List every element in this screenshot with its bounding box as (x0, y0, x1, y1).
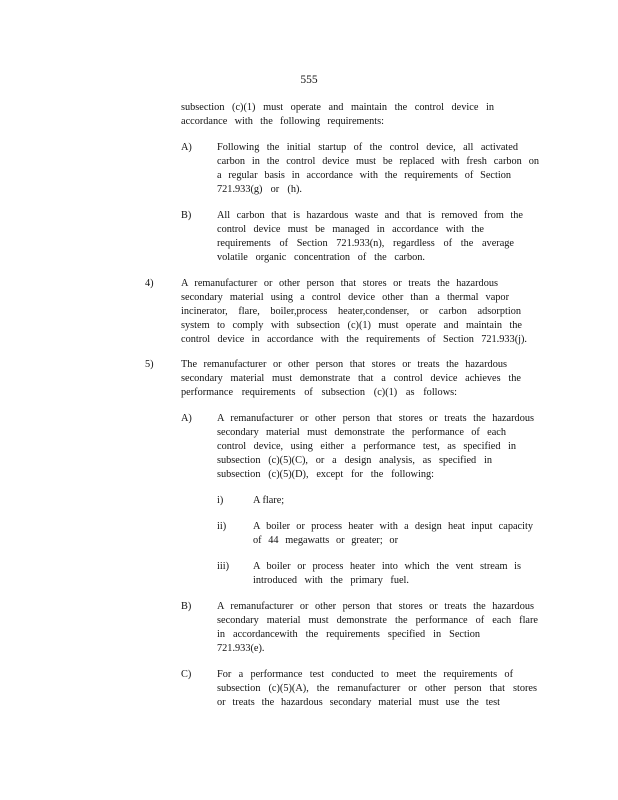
item-label-b: B) (181, 210, 192, 221)
text-line: introduced with the primary fuel. (253, 575, 409, 586)
item-label-i: i) (217, 495, 224, 506)
item-iii-text (253, 560, 521, 588)
text-line: A remanufacturer or other person that stores or treats the hazardous (217, 601, 534, 612)
text-line: control device must be managed in accordance with the (217, 224, 484, 235)
item-a-text (217, 141, 539, 197)
text-line: system to comply with subsection (c)(1) must operate and maintain the (181, 320, 522, 331)
text-line: secondary material using a control device other than a thermal vapor (181, 292, 509, 303)
text-line: The remanufacturer or other person that stores or treats the hazardous (181, 359, 507, 370)
text-line: subsection (c)(5)(A), the remanufacturer or other person that stores (217, 683, 537, 694)
text-line: control device, using either a performance test, as specified in (217, 441, 516, 452)
text-line: For a performance test conducted to meet the requirements of (217, 669, 513, 680)
intro-paragraph (181, 101, 494, 129)
text-line: a regular basis in accordance with the requirements of Section (217, 170, 511, 181)
text-line: of 44 megawatts or greater; or (253, 535, 398, 546)
text-line: secondary material must demonstrate the performance of each (217, 427, 506, 438)
text-line: in accordancewith the requirements specified in Section (217, 629, 480, 640)
item-label-5a: A) (181, 413, 192, 424)
text-line: control device in accordance with the requirements of Section 721.933(j). (181, 334, 527, 345)
text-line: secondary material must demonstrate that a control device achieves the (181, 373, 521, 384)
item-label-5b: B) (181, 601, 192, 612)
text-line: A boiler or process heater into which the vent stream is (253, 561, 521, 572)
text-line: A remanufacturer or other person that stores or treats the hazardous (217, 413, 534, 424)
text-line: or treats the hazardous secondary material must use the test (217, 697, 500, 708)
item-label-ii: ii) (217, 521, 227, 532)
item-label-a: A) (181, 142, 192, 153)
text-line: volatile organic concentration of the carbon. (217, 252, 425, 263)
text-line: All carbon that is hazardous waste and that is removed from the (217, 210, 523, 221)
item-ii-text (253, 520, 533, 548)
text-line: performance requirements of subsection (c)(1) as follows: (181, 387, 457, 398)
item-5c-text (217, 668, 537, 710)
page-number: 555 (300, 74, 318, 86)
text-line: carbon in the control device must be replaced with fresh carbon on (217, 156, 539, 167)
text-line: incinerator, flare, boiler,process heater,condenser, or carbon adsorption (181, 306, 521, 317)
text-line: A remanufacturer or other person that stores or treats the hazardous (181, 278, 498, 289)
item-i-text (253, 494, 284, 508)
item-label-4: 4) (145, 278, 154, 289)
item-b-text (217, 209, 523, 265)
text-line: accordance with the following requirements: (181, 116, 384, 127)
text-line: subsection (c)(5)(C), or a design analysis, as specified in (217, 455, 492, 466)
item-label-5c: C) (181, 669, 192, 680)
item-4-text (181, 277, 527, 347)
item-5b-text (217, 600, 538, 656)
text-line: secondary material must demonstrate the performance of each flare (217, 615, 538, 626)
text-line: A boiler or process heater with a design heat input capacity (253, 521, 533, 532)
item-label-iii: iii) (217, 561, 230, 572)
text-line: Following the initial startup of the control device, all activated (217, 142, 518, 153)
item-label-5: 5) (145, 359, 154, 370)
text-line: subsection (c)(1) must operate and maintain the control device in (181, 102, 494, 113)
text-line: subsection (c)(5)(D), except for the following: (217, 469, 434, 480)
text-line: requirements of Section 721.933(n), regardless of the average (217, 238, 514, 249)
text-line: 721.933(g) or (h). (217, 184, 302, 195)
item-5-text (181, 358, 521, 400)
item-5a-text (217, 412, 535, 482)
text-line: 721.933(e). (217, 643, 265, 654)
text-line: A flare; (253, 495, 285, 506)
